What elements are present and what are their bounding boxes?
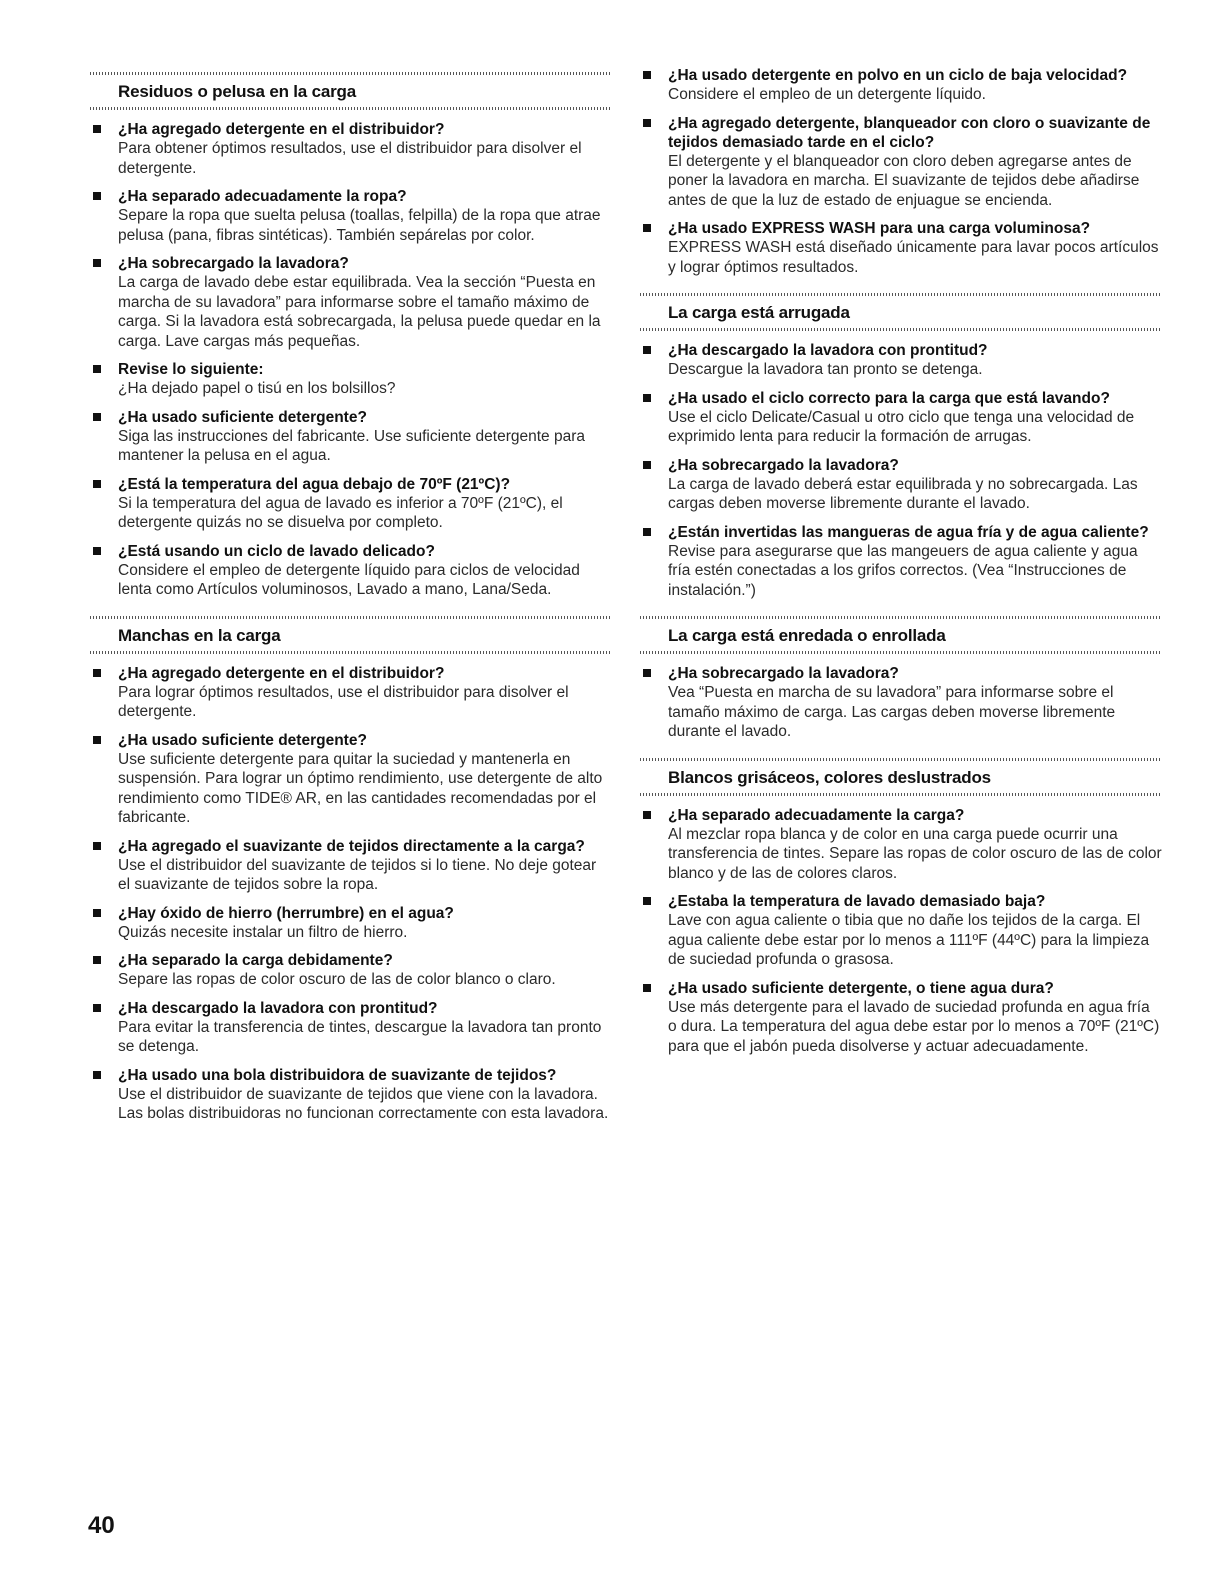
question: ¿Ha separado adecuadamente la ropa? — [118, 188, 407, 205]
square-bullet-icon — [643, 394, 651, 402]
question: ¿Están invertidas las mangueras de agua fría y de agua caliente? — [668, 523, 1149, 541]
section-continued — [640, 66, 1162, 277]
answer: La carga de lavado deberá estar equilibrada y no sobrecargada. Las cargas deben moverse libremente durante el lavado. — [668, 475, 1138, 512]
section-title: Manchas en la carga — [118, 625, 281, 645]
square-bullet-icon — [93, 192, 101, 200]
list-item — [640, 114, 1162, 211]
page-number: 40 — [88, 1512, 115, 1539]
square-bullet-icon — [643, 346, 651, 354]
question: ¿Está la temperatura del agua debajo de 70ºF (21ºC)? — [118, 475, 511, 493]
answer: Use más detergente para el lavado de suciedad profunda en agua fría o dura. La temperatura del agua debe estar por lo menos a 70ºF (21ºC) para que el jabón pueda disolverse y actuar adecuadamente. — [668, 998, 1160, 1055]
question: ¿Ha usado suficiente detergente? — [118, 408, 367, 426]
section-wrinkled — [640, 291, 1162, 600]
answer: Revise para asegurarse que las mangeuers de agua caliente y agua fría estén conectadas a los grifos correctos. (Vea “Instrucciones de instalación.”) — [668, 542, 1138, 599]
square-bullet-icon — [93, 365, 101, 373]
list-item — [90, 360, 610, 399]
question: ¿Ha descargado la lavadora con prontitud? — [668, 342, 988, 359]
square-bullet-icon — [643, 669, 651, 677]
list-item — [90, 120, 610, 178]
list-item — [640, 66, 1162, 105]
answer: La carga de lavado debe estar equilibrada. Vea la sección “Puesta en marcha de su lavadora” para informarse sobre el tamaño máximo de carga. Si la lavadora está sobrecargada, la pelusa puede quedar en la carga. Lave cargas más pequeñas. — [118, 274, 601, 350]
square-bullet-icon — [93, 842, 101, 850]
list-item — [90, 904, 610, 943]
question: ¿Ha usado detergente en polvo en un ciclo de baja velocidad? — [668, 67, 1128, 84]
answer: Si la temperatura del agua de lavado es inferior a 70ºF (21ºC), el detergente quizás no se disuelva por completo. — [118, 494, 563, 531]
square-bullet-icon — [93, 547, 101, 555]
list-item — [90, 837, 610, 895]
question: ¿Está usando un ciclo de lavado delicado? — [118, 542, 435, 560]
list-item — [90, 187, 610, 245]
square-bullet-icon — [643, 811, 651, 819]
square-bullet-icon — [93, 909, 101, 917]
answer: Considere el empleo de un detergente líquido. — [668, 86, 986, 103]
section-title: Blancos grisáceos, colores deslustrados — [668, 767, 991, 787]
section-stains — [90, 614, 610, 1124]
question: ¿Ha usado EXPRESS WASH para una carga voluminosa? — [668, 220, 1091, 237]
answer: ¿Ha dejado papel o tisú en los bolsillos? — [118, 380, 396, 397]
answer: Lave con agua caliente o tibia que no dañe los tejidos de la carga. El agua caliente debe estar por lo menos a 111ºF (44ºC) para la limpieza de suciedad profunda o grasosa. — [668, 912, 1150, 968]
question: ¿Ha usado suficiente detergente? — [118, 731, 367, 749]
question: ¿Ha descargado la lavadora con prontitud? — [118, 999, 438, 1017]
list-item — [640, 456, 1162, 514]
answer: Siga las instrucciones del fabricante. Use suficiente detergente para mantener la pelusa en el agua. — [118, 427, 585, 464]
answer: Use el distribuidor de suavizante de tejidos que viene con la lavadora. Las bolas distribuidoras no funcionan correctamente con esta lavadora. — [118, 1085, 609, 1122]
section-header — [640, 756, 1162, 796]
answer: Descargue la lavadora tan pronto se detenga. — [668, 361, 983, 378]
square-bullet-icon — [643, 897, 651, 905]
section-graying — [640, 756, 1162, 1057]
section-header — [640, 291, 1162, 331]
square-bullet-icon — [643, 224, 651, 232]
section-tangled — [640, 614, 1162, 742]
list-item — [90, 475, 610, 533]
square-bullet-icon — [93, 125, 101, 133]
square-bullet-icon — [643, 71, 651, 79]
list-item — [640, 389, 1162, 447]
list-item — [90, 951, 610, 990]
answer: Para evitar la transferencia de tintes, descargue la lavadora tan pronto se detenga. — [118, 1018, 602, 1055]
question: ¿Ha usado suficiente detergente, o tiene agua dura? — [668, 979, 1054, 997]
list-item — [640, 664, 1162, 742]
section-header — [90, 70, 610, 110]
section-header — [90, 614, 610, 654]
answer: Para obtener óptimos resultados, use el distribuidor para disolver el detergente. — [118, 140, 582, 177]
square-bullet-icon — [93, 736, 101, 744]
square-bullet-icon — [643, 119, 651, 127]
answer: Separe la ropa que suelta pelusa (toallas, felpilla) de la ropa que atrae pelusa (pana, fibras sintéticas). También sepárelas por color. — [118, 207, 601, 244]
square-bullet-icon — [93, 413, 101, 421]
list-item — [90, 254, 610, 351]
list-item — [90, 664, 610, 722]
question: ¿Estaba la temperatura de lavado demasiado baja? — [668, 893, 1046, 910]
question: ¿Ha agregado detergente, blanqueador con cloro o suavizante de tejidos demasiado tarde en el ciclo? — [668, 114, 1151, 151]
section-header — [640, 614, 1162, 654]
square-bullet-icon — [643, 461, 651, 469]
square-bullet-icon — [93, 1004, 101, 1012]
question: Revise lo siguiente: — [118, 361, 264, 378]
answer: Vea “Puesta en marcha de su lavadora” para informarse sobre el tamaño máximo de carga. Las cargas deben moverse libremente durante el lavado. — [668, 684, 1116, 740]
answer: Separe las ropas de color oscuro de las de color blanco o claro. — [118, 971, 556, 988]
question: ¿Ha usado el ciclo correcto para la carga que está lavando? — [668, 389, 1110, 407]
list-item — [640, 341, 1162, 380]
question: ¿Ha usado una bola distribuidora de suavizante de tejidos? — [118, 1066, 557, 1084]
question: ¿Ha agregado detergente en el distribuidor? — [118, 664, 445, 682]
question: ¿Hay óxido de hierro (herrumbre) en el agua? — [118, 904, 454, 922]
section-title: La carga está enredada o enrollada — [668, 626, 946, 645]
answer: EXPRESS WASH está diseñado únicamente para lavar pocos artículos y lograr óptimos resultados. — [668, 239, 1159, 276]
list-item — [90, 542, 610, 600]
section-title: La carga está arrugada — [668, 303, 850, 322]
square-bullet-icon — [93, 480, 101, 488]
left-column — [90, 70, 610, 1138]
right-column — [640, 66, 1162, 1070]
list-item — [640, 806, 1162, 884]
answer: El detergente y el blanqueador con cloro deben agregarse antes de poner la lavadora en marcha. El suavizante de tejidos debe añadirse antes de que la luz de estado de enjuague se encienda. — [668, 152, 1140, 209]
list-item — [90, 1066, 610, 1124]
answer: Al mezclar ropa blanca y de color en una carga puede ocurrir una transferencia de tintes. Separe las ropas de color oscuro de las de color blanco y de las de colores claros. — [668, 825, 1162, 882]
square-bullet-icon — [93, 259, 101, 267]
list-item — [90, 999, 610, 1057]
section-lint-residue — [90, 70, 610, 600]
question: ¿Ha agregado el suavizante de tejidos directamente a la carga? — [118, 837, 585, 855]
question: ¿Ha sobrecargado la lavadora? — [668, 456, 899, 474]
answer: Para lograr óptimos resultados, use el distribuidor para disolver el detergente. — [118, 683, 569, 720]
square-bullet-icon — [643, 984, 651, 992]
list-item — [640, 892, 1162, 970]
question: ¿Ha sobrecargado la lavadora? — [118, 255, 349, 272]
question: ¿Ha separado adecuadamente la carga? — [668, 806, 965, 824]
list-item — [90, 408, 610, 466]
square-bullet-icon — [93, 669, 101, 677]
answer: Considere el empleo de detergente líquido para ciclos de velocidad lenta como Artículos voluminosos, Lavado a mano, Lana/Seda. — [118, 561, 580, 598]
square-bullet-icon — [93, 1071, 101, 1079]
question: ¿Ha sobrecargado la lavadora? — [668, 665, 899, 682]
answer: Use el distribuidor del suavizante de tejidos si lo tiene. No deje gotear el suavizante de tejidos sobre la ropa. — [118, 856, 597, 893]
answer: Use suficiente detergente para quitar la suciedad y mantenerla en suspensión. Para lograr un óptimo rendimiento, use detergente de alto rendimiento como TIDE® AR, en las cantidades recomendadas por el fabricante. — [118, 750, 603, 826]
list-item — [90, 731, 610, 828]
square-bullet-icon — [643, 528, 651, 536]
square-bullet-icon — [93, 956, 101, 964]
section-title: Residuos o pelusa en la carga — [118, 82, 356, 101]
answer: Use el ciclo Delicate/Casual u otro ciclo que tenga una velocidad de exprimido lenta para reducir la formación de arrugas. — [668, 408, 1135, 445]
list-item — [640, 523, 1162, 601]
question: ¿Ha agregado detergente en el distribuidor? — [118, 121, 445, 138]
question: ¿Ha separado la carga debidamente? — [118, 952, 393, 969]
list-item — [640, 979, 1162, 1057]
list-item — [640, 219, 1162, 277]
answer: Quizás necesite instalar un filtro de hierro. — [118, 923, 408, 941]
